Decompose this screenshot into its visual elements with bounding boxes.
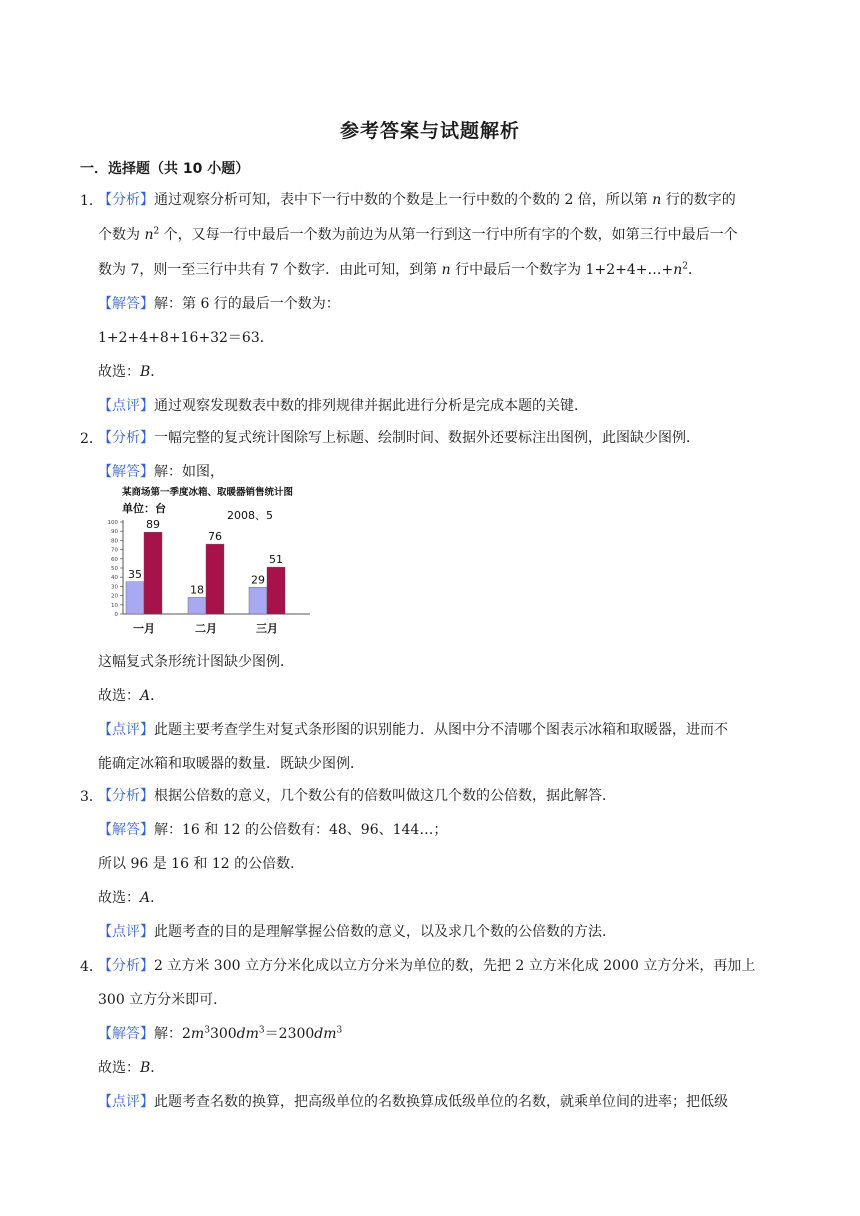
q4-answer: 【解答】解：$2m^3300dm^3=2300dm^3$: [98, 1025, 343, 1042]
q1-analysis-line-3: 数为 7，则一至三行中共有 7 个数字．由此可知，到第 n 行中最后一个数字为 $1+2+4+\dots+n^2$．: [98, 261, 702, 278]
question-number-1: 1．: [80, 193, 103, 209]
y-tick-label: 10: [111, 602, 118, 609]
chart-unit-label: 单位：台: [122, 502, 166, 515]
data-label: 51: [269, 553, 283, 567]
comment-tag: 【点评】: [98, 1094, 154, 1110]
q1-comment: 【点评】通过观察发现数表中数的排列规律并据此进行分析是完成本题的关键．: [98, 398, 588, 414]
q1-analysis-line-2: 个数为 $n^2$ 个，又每一行中最后一个数为前边为从第一行到这一行中所有字的个数，如第三行中最后一个: [98, 226, 738, 243]
y-tick-label: 20: [111, 593, 118, 600]
q2-answer-line-1: 【解答】解：如图，: [98, 464, 224, 480]
q2-analysis: 【分析】一幅完整的复式统计图除写上标题、绘制时间、数据外还要标注出图例，此图缺少图例．: [98, 430, 700, 446]
comment-tag: 【点评】: [98, 398, 154, 414]
q4-comment: 【点评】此题考查名数的换算，把高级单位的名数换算成低级单位的名数，就乘单位间的进率；把低级: [98, 1094, 728, 1110]
answer-tag: 【解答】: [98, 1026, 154, 1042]
q1-analysis-line-1: 【分析】通过观察分析可知，表中下一行中数的个数是上一行中数的个数的 2 倍，所以第 n 行的数字的: [98, 192, 736, 208]
data-label: 35: [128, 567, 142, 581]
question-number-2: 2．: [80, 431, 103, 447]
category-label: 三月: [256, 622, 278, 635]
y-tick-label: 50: [111, 566, 118, 572]
y-tick-label: 100: [107, 520, 118, 526]
y-tick-label: 70: [111, 547, 118, 554]
bar: [126, 582, 144, 614]
answer-tag: 【解答】: [98, 296, 154, 312]
comment-tag: 【点评】: [98, 924, 154, 940]
page-title: 参考答案与试题解析: [339, 120, 520, 142]
q2-comment-line-2: 能确定冰箱和取暖器的数量．既缺少图例．: [98, 756, 364, 772]
y-tick-label: 60: [111, 556, 118, 563]
bar: [188, 597, 206, 614]
category-label: 一月: [133, 622, 155, 635]
q1-answer-line-1: 【解答】解：第 6 行的最后一个数为：: [98, 296, 340, 312]
q1-answer-line-2: 1+2+4+8+16+32＝63．: [98, 330, 274, 346]
bar: [206, 544, 224, 614]
analysis-tag: 【分析】: [98, 788, 154, 804]
analysis-tag: 【分析】: [98, 430, 154, 446]
question-number-3: 3．: [80, 789, 103, 805]
answer-tag: 【解答】: [98, 822, 154, 838]
bar: [267, 567, 285, 614]
q3-answer-line-2: 所以 96 是 16 和 12 的公倍数．: [98, 856, 305, 872]
analysis-tag: 【分析】: [98, 192, 154, 208]
y-tick-label: 40: [111, 575, 118, 582]
q3-answer-line-1: 【解答】解：16 和 12 的公倍数有：48、96、144…；: [98, 822, 448, 838]
q4-choice: 故选：B．: [98, 1060, 165, 1076]
data-label: 18: [190, 583, 204, 597]
q2-choice: 故选：A．: [98, 688, 165, 704]
bar: [144, 532, 162, 614]
q4-analysis-line-2: 300 立方分米即可．: [98, 992, 228, 1008]
question-number-4: 4．: [80, 959, 103, 975]
q3-analysis: 【分析】根据公倍数的意义，几个数公有的倍数叫做这几个数的公倍数，据此解答．: [98, 788, 616, 804]
category-label: 二月: [195, 622, 217, 635]
y-tick-label: 80: [111, 538, 118, 545]
bar-chart: [96, 484, 312, 638]
y-tick-label: 90: [111, 529, 118, 536]
answer-tag: 【解答】: [98, 464, 154, 480]
q3-choice: 故选：A．: [98, 890, 165, 906]
chart-date-label: 2008、5: [227, 509, 273, 522]
q2-answer-line-2: 这幅复式条形统计图缺少图例．: [98, 654, 294, 670]
comment-tag: 【点评】: [98, 722, 154, 738]
data-label: 89: [146, 518, 160, 532]
q4-analysis-line-1: 【分析】2 立方米 300 立方分米化成以立方分米为单位的数，先把 2 立方米化成 2000 立方分米，再加上: [98, 958, 756, 974]
section-heading: 一．选择题（共 10 小题）: [80, 161, 250, 177]
y-tick-label: 0: [114, 612, 118, 618]
chart-title: 某商场第一季度冰箱、取暖器销售统计图: [122, 487, 294, 498]
q1-choice: 故选：B．: [98, 364, 165, 380]
data-label: 76: [208, 530, 222, 544]
y-tick-label: 30: [111, 584, 118, 591]
analysis-tag: 【分析】: [98, 958, 154, 974]
bar: [249, 587, 267, 614]
q3-comment: 【点评】此题考查的目的是理解掌握公倍数的意义，以及求几个数的公倍数的方法．: [98, 924, 616, 940]
q2-comment-line-1: 【点评】此题主要考查学生对复式条形图的识别能力．从图中分不清哪个图表示冰箱和取暖器，进而不: [98, 722, 728, 738]
data-label: 29: [251, 573, 265, 587]
